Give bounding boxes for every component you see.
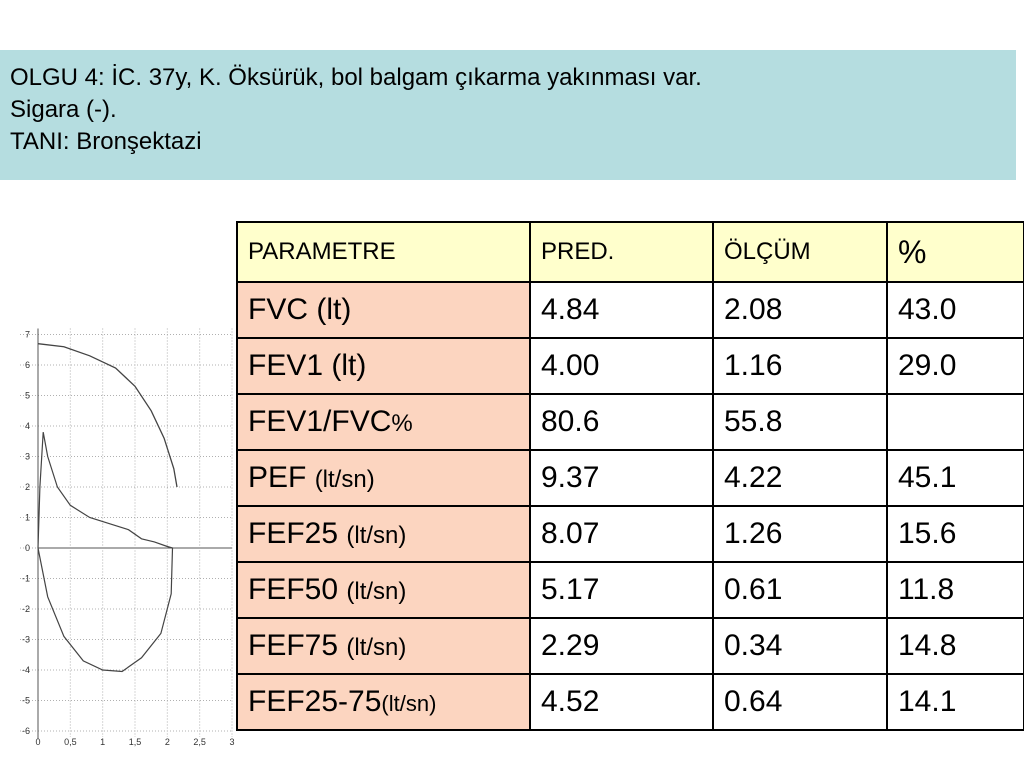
measured-value: 0.64 [713,674,887,730]
x-tick-label: 2,5 [193,737,206,747]
measured-value: 4.22 [713,450,887,506]
y-tick-label: -2 [21,604,30,614]
y-tick-label: 4 [24,421,30,431]
param-label: FEF50 [248,573,347,606]
pred-value: 4.00 [530,338,713,394]
pred-value: 80.6 [530,394,713,450]
percent-value: 29.0 [887,338,1024,394]
header-olcum: ÖLÇÜM [713,222,887,282]
y-tick-label: 5 [24,390,30,401]
y-tick-label: 2 [24,482,30,492]
param-unit: (lt/sn) [381,691,437,716]
param-name [237,338,530,394]
case-line-diagnosis: TANI: Bronşektazi [10,128,202,155]
measured-value: 0.34 [713,618,887,674]
table-row [237,338,1024,394]
header-pred: PRED. [530,222,713,282]
header-parametre: PARAMETRE [237,222,530,282]
pred-value: 4.52 [530,674,713,730]
y-tick-label: 1 [24,512,30,523]
param-unit: (lt/sn) [346,578,407,605]
param-label: FEV1/FVC [248,405,392,438]
case-line-smoking: Sigara (-). [10,96,117,123]
y-tick-label: 6 [24,360,30,370]
flow-volume-chart [0,325,238,768]
param-name [237,674,530,730]
param-label: FEV1 (lt) [248,349,367,382]
percent-value: 15.6 [887,506,1024,562]
y-tick-label: 3 [24,451,30,462]
param-label: PEF [248,461,315,494]
measured-value: 1.16 [713,338,887,394]
x-tick-label: 1,5 [128,737,142,747]
x-tick-label: 1 [100,737,106,747]
param-name [237,562,530,618]
x-tick-label: 0,5 [64,737,77,747]
param-unit: (lt/sn) [346,634,407,661]
table-row [237,562,1024,618]
percent-value: 11.8 [887,562,1024,618]
table-row [237,394,1024,450]
percent-value: 43.0 [887,282,1024,338]
param-name [237,618,530,674]
param-name [237,450,530,506]
param-label: FEF75 [248,629,347,662]
pred-value: 4.84 [530,282,713,338]
case-line-patient: OLGU 4: İC. 37y, K. Öksürük, bol balgam çıkarma yakınması var. [10,64,702,91]
spirometry-table [236,221,1024,731]
percent-value [887,394,1024,450]
pred-value: 9.37 [530,450,713,506]
pred-value: 8.07 [530,506,713,562]
measured-value: 0.61 [713,562,887,618]
param-name [237,506,530,562]
param-name [237,394,530,450]
percent-value: 14.1 [887,674,1024,730]
y-tick-label: -6 [21,726,30,736]
table-header-row [237,222,1024,282]
param-unit: (lt/sn) [314,466,375,493]
y-tick-label: -1 [21,573,30,584]
param-label: FVC (lt) [248,293,352,326]
table-row [237,618,1024,674]
x-tick-label: 3 [229,737,235,747]
header-percent: % [887,222,1024,282]
measured-value: 1.26 [713,506,887,562]
table-row [237,450,1024,506]
pred-value: 2.29 [530,618,713,674]
table-row [237,282,1024,338]
percent-value: 45.1 [887,450,1024,506]
param-unit: (lt/sn) [346,522,407,549]
table-row [237,506,1024,562]
pred-value: 5.17 [530,562,713,618]
measured-flow-volume-loop [38,432,173,671]
percent-value: 14.8 [887,618,1024,674]
y-tick-label: -5 [21,695,30,706]
measured-value: 2.08 [713,282,887,338]
param-name [237,282,530,338]
y-tick-label: 0 [24,543,30,553]
y-tick-label: -3 [21,634,30,645]
table-row [237,674,1024,730]
measured-value: 55.8 [713,394,887,450]
y-tick-label: -4 [21,665,30,675]
y-tick-label: 7 [24,329,30,340]
param-unit: % [391,410,413,437]
param-label: FEF25 [248,517,347,550]
param-label: FEF25-75 [248,685,382,718]
case-description-box [0,50,1016,180]
x-tick-label: 2 [164,737,170,747]
x-tick-label: 0 [35,737,41,747]
